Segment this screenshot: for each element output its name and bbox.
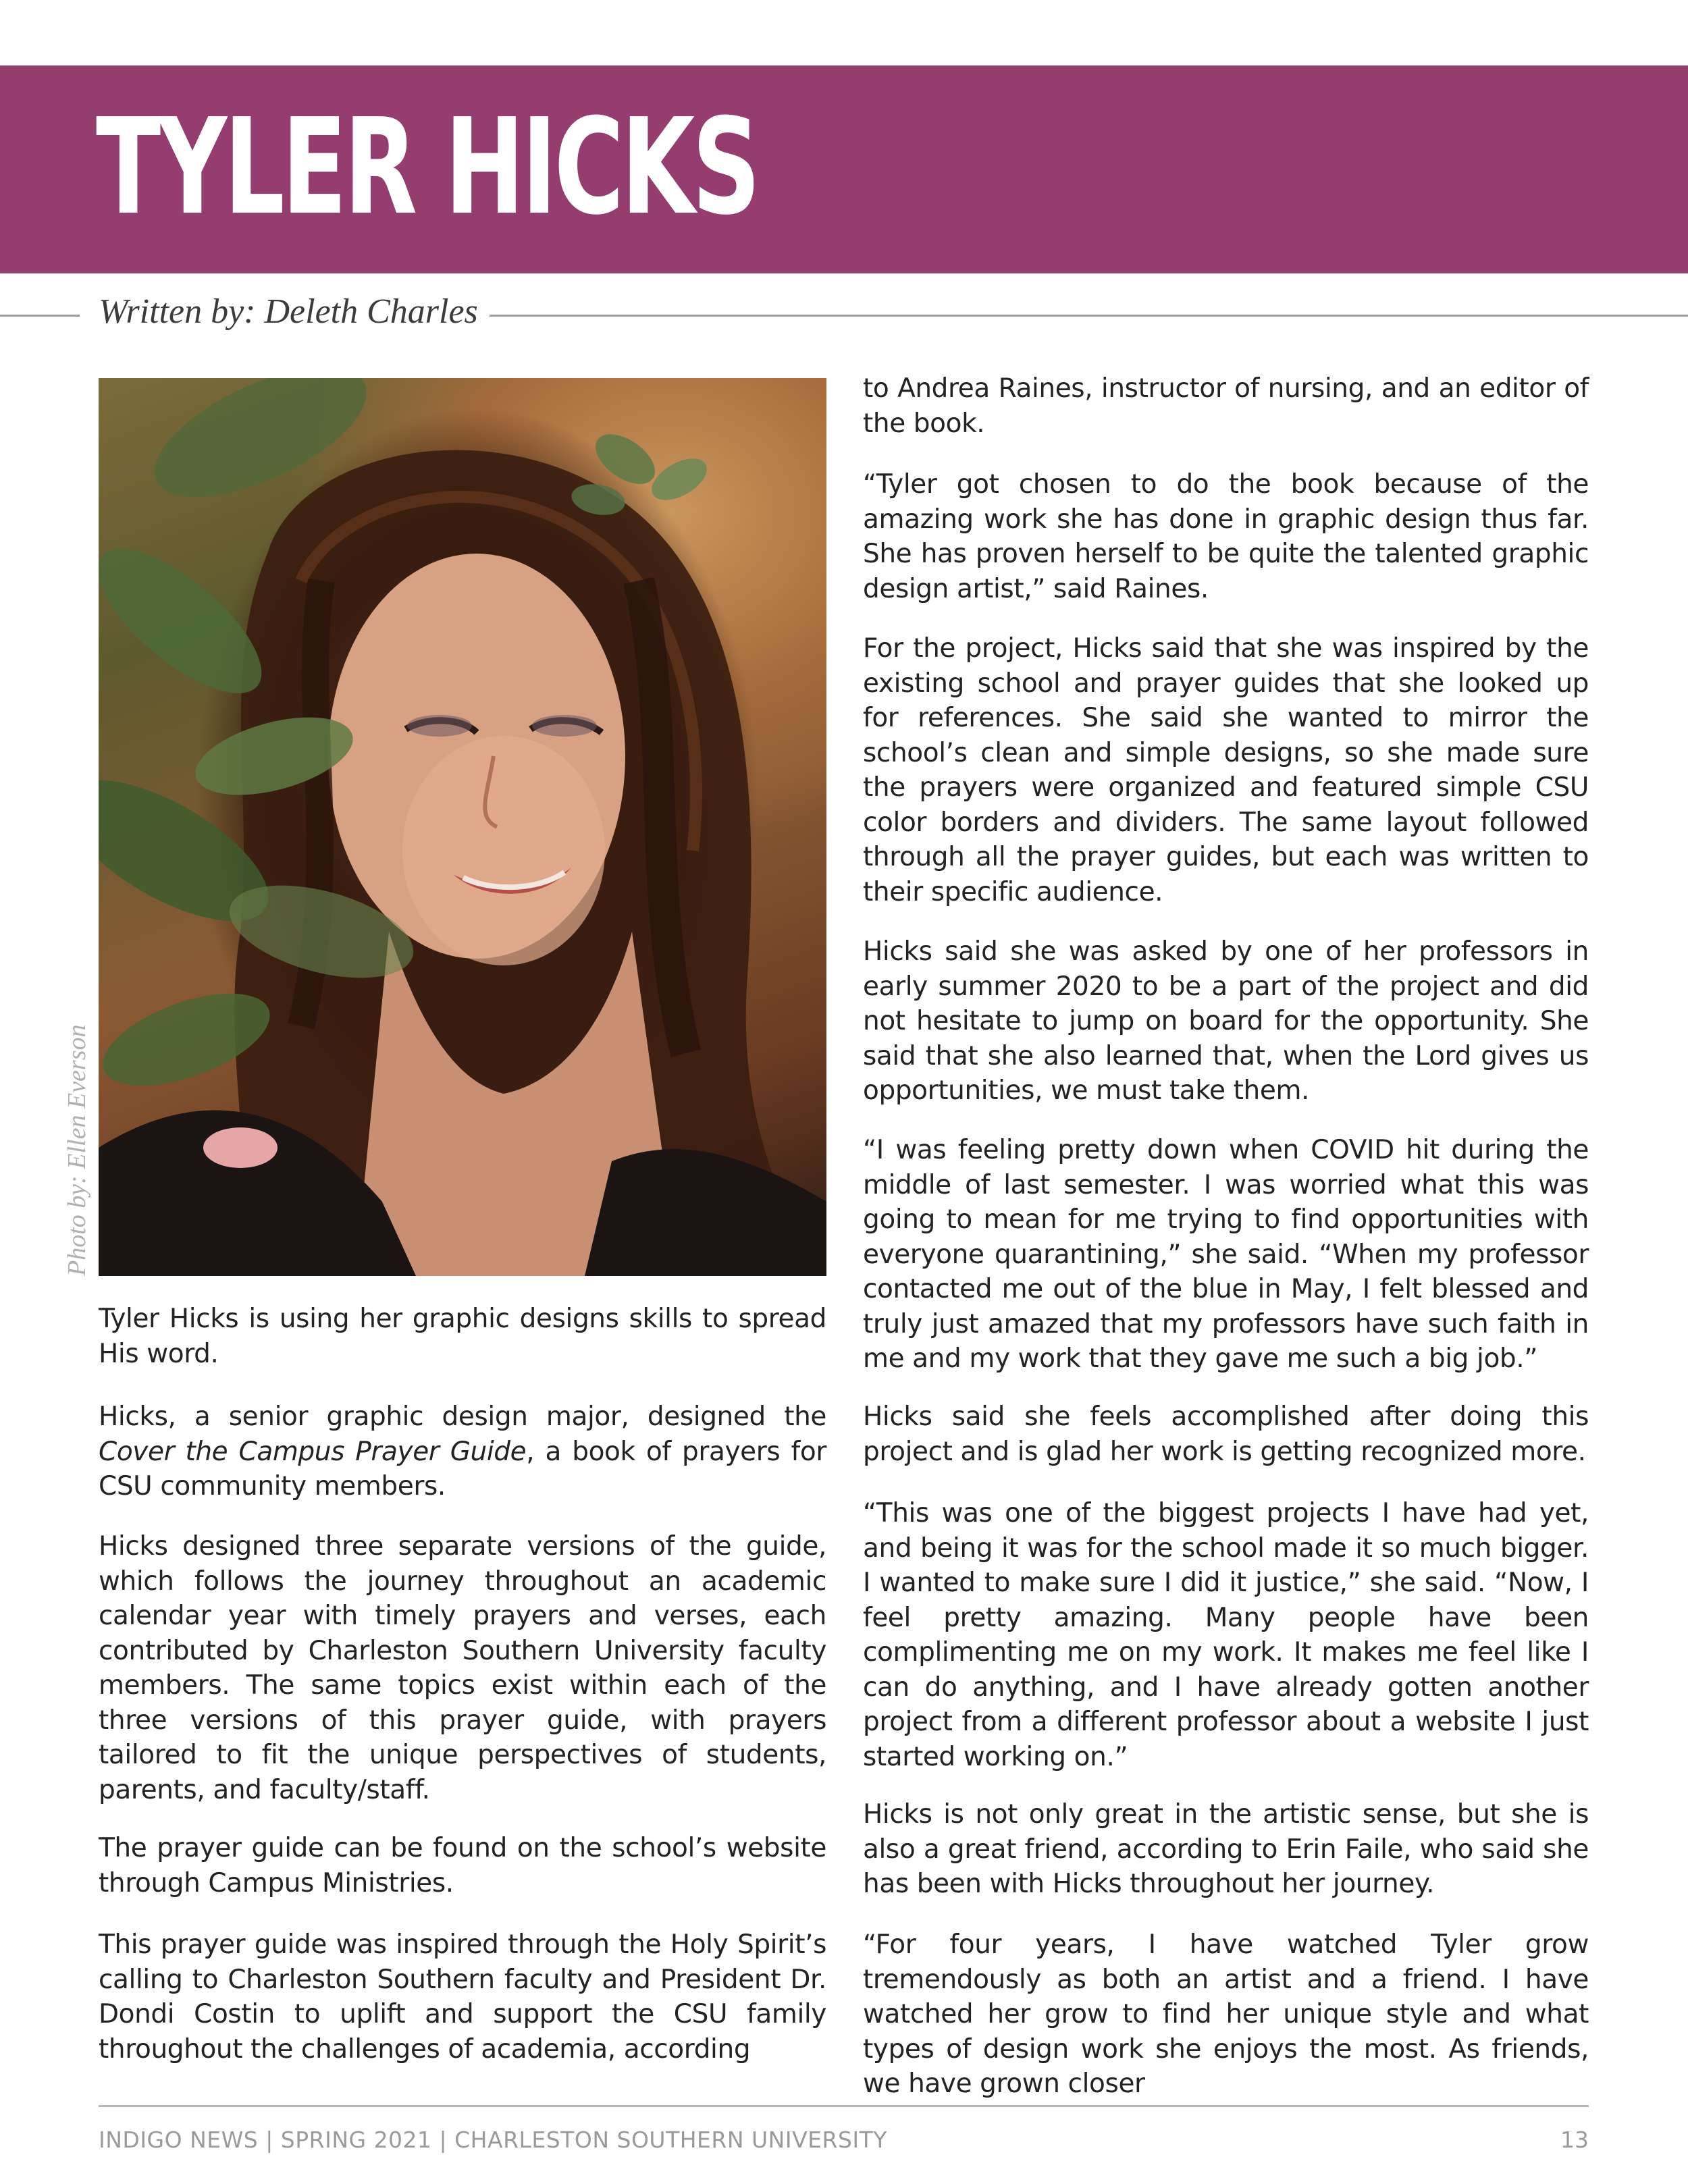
paragraph-text: , a book of prayers for CSU community members.	[99, 1436, 826, 1501]
book-title: Cover the Campus Prayer Guide	[99, 1436, 527, 1467]
page-number: 13	[1560, 2127, 1589, 2153]
article-paragraph: “For four years, I have watched Tyler grow tremendously as both an artist and a friend. I have watched her grow to find her unique style and what types of design work she enjoys the most. As friends, we have grown closer	[863, 1929, 1589, 2099]
footer-publication: INDIGO NEWS | SPRING 2021 | CHARLESTON SOUTHERN UNIVERSITY	[99, 2127, 887, 2153]
byline-rule-left	[0, 315, 80, 317]
article-paragraph: “Tyler got chosen to do the book because of the amazing work she has done in graphic design thus far. She has proven herself to be quite the talented graphic design artist,” said Raines.	[863, 469, 1589, 604]
photo-caption: Tyler Hicks is using her graphic designs skills to spread His word.	[99, 1304, 826, 1369]
article-title: TYLER HICKS	[96, 90, 758, 244]
article-paragraph: The prayer guide can be found on the school’s website through Campus Ministries.	[99, 1833, 826, 1898]
portrait-illustration	[99, 378, 826, 1276]
article-paragraph: Hicks is not only great in the artistic sense, but she is also a great friend, according to Erin Faile, who said she has been with Hicks throughout her journey.	[863, 1799, 1589, 1899]
byline-rule-right	[490, 315, 1688, 317]
paragraph-text: Hicks, a senior graphic design major, designed the	[99, 1402, 826, 1432]
article-paragraph: Hicks said she feels accomplished after doing this project and is glad her work is getting recognized more.	[863, 1402, 1589, 1467]
article-paragraph: Hicks designed three separate versions of the guide, which follows the journey throughout an academic calendar year with timely prayers and verses, each contributed by Charleston Southern University faculty members. The same topics exist within each of the three versions of this prayer guide, with prayers tailored to fit the unique perspectives of students, parents, and faculty/staff.	[99, 1531, 826, 1805]
footer-rule	[99, 2105, 1589, 2107]
portrait-photo	[99, 378, 826, 1276]
article-paragraph: Hicks said she was asked by one of her professors in early summer 2020 to be a part of the project and did not hesitate to jump on board for the opportunity. She said that she also learned that, when the Lord gives us opportunities, we must take them.	[863, 936, 1589, 1106]
article-paragraph: “I was feeling pretty down when COVID hit during the middle of last semester. I was worried what this was going to mean for me trying to find opportunities with everyone quarantining,” she said. “When my professor contacted me out of the blue in May, I felt blessed and truly just amazed that my professors have such faith in me and my work that they gave me such a big job.”	[863, 1135, 1589, 1374]
byline: Written by: Deleth Charles	[99, 292, 478, 331]
article-paragraph: to Andrea Raines, instructor of nursing, and an editor of the book.	[863, 373, 1589, 439]
article-paragraph: This prayer guide was inspired through the Holy Spirit’s calling to Charleston Southern faculty and President Dr. Dondi Costin to uplift and support the CSU family throughout the challenges of academia, according	[99, 1929, 826, 2065]
article-paragraph: For the project, Hicks said that she was inspired by the existing school and prayer guides that she looked up for references. She said she wanted to mirror the school’s clean and simple designs, so she made sure the prayers were organized and featured simple CSU color borders and dividers. The same layout followed through all the prayer guides, but each was written to their specific audience.	[863, 633, 1589, 907]
article-paragraph: “This was one of the biggest projects I have had yet, and being it was for the school made it so much bigger. I wanted to make sure I did it justice,” she said. “Now, I feel pretty amazing. Many people have been complimenting me on my work. It makes me feel like I can do anything, and I have already gotten another project from a different professor about a website I just started working on.”	[863, 1498, 1589, 1772]
photo-credit: Photo by: Ellen Everson	[63, 1024, 91, 1276]
article-paragraph	[99, 1400, 826, 1504]
